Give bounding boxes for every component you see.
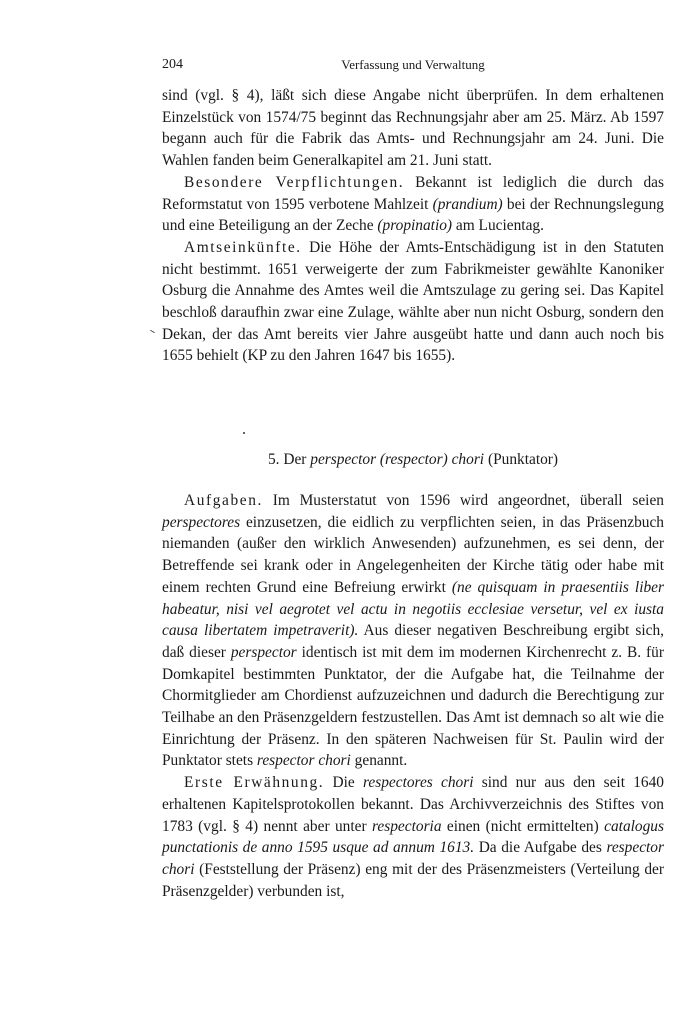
paragraph-amtseinkuenfte: Amtseinkünfte. Die Höhe der Amts-Entschädigung ist in den Statuten nicht bestimmt. 1651 verweigerte der zum Fabrikmeister gewählte Kanoniker Osburg die Annahme des Amtes weil die Amtszulage zu gering sei. Das Kapitel beschloß daraufhin zwar eine Zulage, wählte aber nun nicht Osburg, sondern den Dekan, der das Amt bereits vier Jahre ausgeübt hatte und dann auch noch bis 1655 behielt (KP zu den Jahren 1647 bis 1655). [162,238,664,365]
stray-mark [150,330,155,333]
paragraph-aufgaben: Aufgaben. Im Musterstatut von 1596 wird angeordnet, überall seien perspectores einzusetzen, die eidlich zu verpflichten seien, in das Präsenzbuch niemanden (außer den wirklich Anwesenden) aufzunehmen, es sei denn, der Betreffende sei krank oder in Angelegenheiten der Kirche tätig oder habe mit einem rechten Grund eine Befreiung erwirkt (ne quisquam in praesentiis liber habeatur, nisi vel aegrotet vel actu in negotiis ecclesiae versetur, vel ex iusta causa libertatem impetraverit). Aus dieser negativen Beschreibung ergibt sich, daß dieser perspector identisch ist mit dem im modernen Kirchenrecht z. B. für Domkapitel bestimmten Punktator, der die Aufgabe hat, die Teilnahme der Chormitglieder am Chordienst aufzuzeichnen und dadurch die Berechtigung zur Teilhabe an den Präsenzgeldern festzustellen. Das Amt ist demnach so alt wie die Einrichtung der Präsenz. In den späteren Nachweisen für St. Paulin wird der Punktator stets respector chori genannt. [162,492,664,770]
page-number: 204 [162,57,183,72]
paragraph-heading: Amtseinkünfte. [184,238,302,256]
running-title: Verfassung und Verwaltung [341,57,485,72]
paragraph-heading: Erste Erwähnung. [184,774,325,792]
text-block-perspector [162,490,664,902]
section-heading: 5. Der perspector (respector) chori (Punktator) [267,451,559,468]
paragraph-verpflichtungen: Besondere Verpflichtungen. Bekannt ist lediglich die durch das Reformstatut von 1595 verbotene Mahlzeit (prandium) bei der Rechnungslegung und eine Beteiligung an der Zeche (propinatio) am Lucientag. [162,173,665,235]
stray-dot [243,432,245,434]
paragraph-erste-erwaehnung: Erste Erwähnung. Die respectores chori sind nur aus den seit 1640 erhaltenen Kapitelsprotokollen bekannt. Das Archivverzeichnis des Stiftes von 1783 (vgl. § 4) nennt aber unter respectoria einen (nicht ermittelten) catalogus punctationis de anno 1595 usque ad annum 1613. Da die Aufgabe des respector chori (Feststellung der Präsenz) eng mit der des Präsenzmeisters (Verteilung der Präsenzgelder) verbunden ist, [162,774,664,900]
paragraph: sind (vgl. § 4), läßt sich diese Angabe nicht überprüfen. In dem erhaltenen Einzelstück von 1574/75 beginnt das Rechnungsjahr aber am 25. März. Ab 1597 begann auch für die Fabrik das Amts- und Rechnungsjahr am 24. Juni. Die Wahlen fanden beim Generalkapitel am 21. Juni statt. [162,87,664,170]
paragraph-heading: Besondere Verpflichtungen. [184,173,405,191]
paragraph-heading: Aufgaben. [184,492,263,509]
text-block-fabrikmeister [162,85,664,367]
